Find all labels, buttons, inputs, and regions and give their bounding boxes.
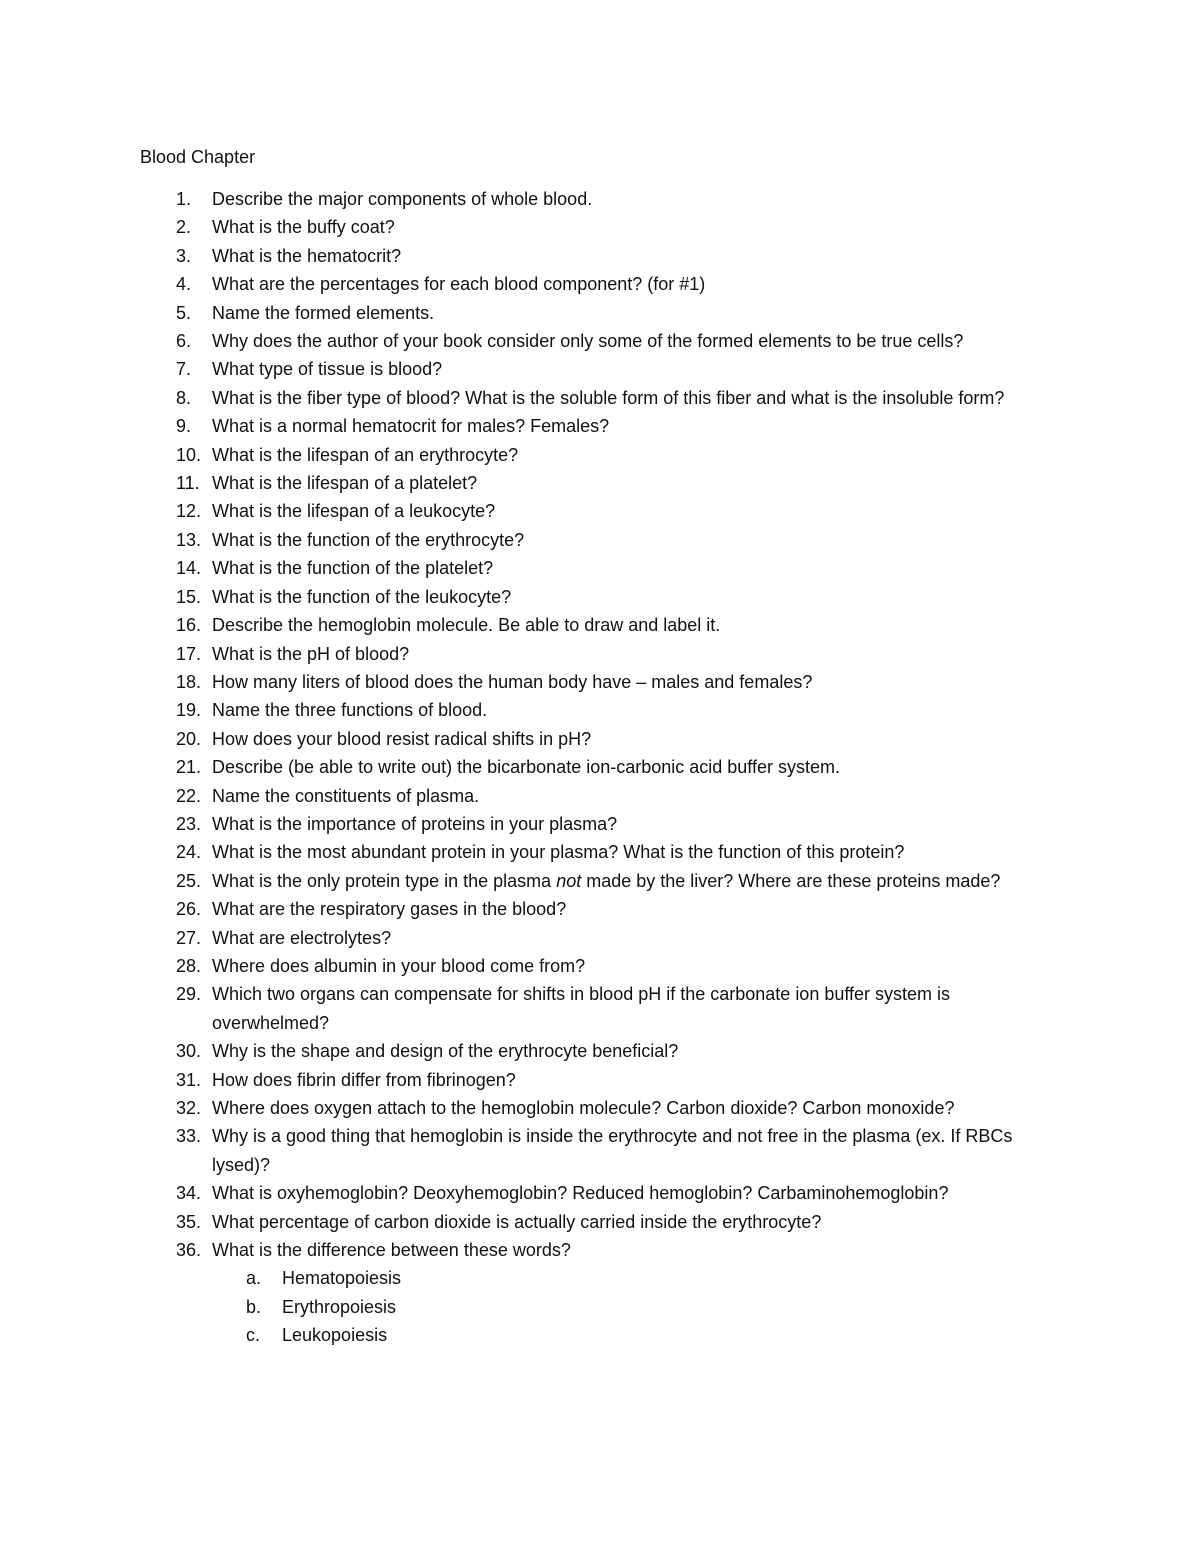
question-text: What is the lifespan of a platelet? <box>212 473 478 494</box>
question-item <box>0 213 1200 241</box>
question-number: 29. <box>176 984 202 1005</box>
question-text: What is the function of the leukocyte? <box>212 586 512 607</box>
question-text: What is the importance of proteins in your plasma? <box>212 813 618 834</box>
sub-item-letter: c. <box>246 1325 261 1346</box>
question-item <box>0 1037 1200 1065</box>
question-text: Describe (be able to write out) the bicarbonate ion-carbonic acid buffer system. <box>212 757 840 778</box>
sub-item-letter: a. <box>246 1268 262 1289</box>
question-number: 25. <box>176 870 202 891</box>
question-item <box>0 1236 1200 1264</box>
question-text: What type of tissue is blood? <box>212 359 443 380</box>
question-number: 10. <box>176 444 202 465</box>
question-item <box>0 952 1200 980</box>
question-text-part: What is the only protein type in the plasma <box>212 870 557 891</box>
question-text <box>212 871 1000 891</box>
question-item <box>0 242 1200 270</box>
page-title: Blood Chapter <box>140 147 256 167</box>
question-number: 24. <box>176 842 202 863</box>
question-item <box>0 526 1200 554</box>
question-number: 19. <box>176 700 202 721</box>
question-text: What percentage of carbon dioxide is actually carried inside the erythrocyte? <box>212 1211 822 1232</box>
question-number: 8. <box>176 387 192 408</box>
question-number: 9. <box>176 416 192 437</box>
question-item <box>0 583 1200 611</box>
question-number: 15. <box>176 586 202 607</box>
sub-item <box>0 1264 1200 1292</box>
question-text: Name the formed elements. <box>212 302 435 323</box>
question-text: What is a normal hematocrit for males? Females? <box>212 416 610 437</box>
question-number: 14. <box>176 558 202 579</box>
question-item <box>0 980 1200 1037</box>
question-text: Describe the hemoglobin molecule. Be able to draw and label it. <box>212 615 721 636</box>
sub-item-letter: b. <box>246 1296 262 1317</box>
question-number: 12. <box>176 501 202 522</box>
question-text-emphasis: not <box>556 870 582 891</box>
question-number: 23. <box>176 813 202 834</box>
question-text: Where does oxygen attach to the hemoglobin molecule? Carbon dioxide? Carbon monoxide? <box>212 1098 955 1118</box>
question-text: Where does albumin in your blood come from? <box>212 955 586 976</box>
question-text-part: made by the liver? Where are these proteins made? <box>581 870 1001 891</box>
question-text: How does fibrin differ from fibrinogen? <box>212 1069 516 1090</box>
question-number: 35. <box>176 1211 202 1232</box>
question-text: How does your blood resist radical shifts in pH? <box>212 728 592 749</box>
question-number: 11. <box>176 473 200 494</box>
question-number: 34. <box>176 1183 202 1204</box>
question-number: 6. <box>176 331 192 352</box>
question-text: What is the fiber type of blood? What is the soluble form of this fiber and what is the insoluble form? <box>212 387 1005 408</box>
question-number: 36. <box>176 1240 202 1261</box>
question-text: What are the percentages for each blood component? (for #1) <box>212 274 706 295</box>
question-text: What is the function of the erythrocyte? <box>212 529 525 550</box>
sub-item-text: Hematopoiesis <box>282 1268 402 1289</box>
question-number: 30. <box>176 1041 202 1062</box>
sub-item-text: Leukopoiesis <box>282 1325 388 1346</box>
question-item <box>0 1094 1200 1122</box>
question-text: What is the pH of blood? <box>212 643 410 664</box>
question-item <box>0 696 1200 724</box>
question-item <box>0 753 1200 781</box>
question-number: 7. <box>176 359 192 380</box>
question-item <box>0 611 1200 639</box>
question-item <box>0 1208 1200 1236</box>
question-item <box>0 725 1200 753</box>
question-text: Name the constituents of plasma. <box>212 785 480 806</box>
question-item <box>0 412 1200 440</box>
question-number: 28. <box>176 955 202 976</box>
question-number: 32. <box>176 1098 202 1118</box>
question-item <box>0 838 1200 866</box>
question-item <box>0 640 1200 668</box>
question-number: 31. <box>176 1069 202 1090</box>
question-item <box>0 299 1200 327</box>
question-item <box>0 270 1200 298</box>
question-text: What is the most abundant protein in your plasma? What is the function of this protein? <box>212 842 905 863</box>
question-text: Describe the major components of whole blood. <box>212 189 593 209</box>
question-number: 13. <box>176 529 202 550</box>
question-text: Why is a good thing that hemoglobin is inside the erythrocyte and not free in the plasma (ex. If RBCs lysed)? <box>212 1126 1013 1175</box>
question-number: 16. <box>176 615 202 636</box>
sub-item-text: Erythropoiesis <box>282 1296 397 1317</box>
question-number: 21. <box>176 757 202 778</box>
question-item <box>0 867 1200 895</box>
question-number: 26. <box>176 899 202 920</box>
question-number: 4. <box>176 274 192 295</box>
question-text: What is the hematocrit? <box>212 245 402 266</box>
question-text: What is the difference between these words? <box>212 1240 571 1261</box>
question-item <box>0 782 1200 810</box>
question-number: 22. <box>176 785 202 806</box>
question-item <box>0 327 1200 355</box>
question-list <box>0 185 1200 1350</box>
question-number: 17. <box>176 643 202 664</box>
question-item <box>0 1066 1200 1094</box>
question-item <box>0 185 1200 213</box>
question-item <box>0 441 1200 469</box>
question-text: What are electrolytes? <box>212 927 392 948</box>
question-item <box>0 668 1200 696</box>
question-number: 33. <box>176 1126 202 1147</box>
question-item <box>0 924 1200 952</box>
question-number: 5. <box>176 302 192 323</box>
question-number: 1. <box>176 189 192 209</box>
question-text: How many liters of blood does the human body have – males and females? <box>212 671 813 692</box>
question-item <box>0 810 1200 838</box>
question-text: Name the three functions of blood. <box>212 700 488 721</box>
question-text: Why is the shape and design of the erythrocyte beneficial? <box>212 1041 679 1062</box>
question-item <box>0 469 1200 497</box>
question-item <box>0 355 1200 383</box>
question-item <box>0 497 1200 525</box>
question-text: What is the buffy coat? <box>212 217 395 238</box>
question-text: What are the respiratory gases in the blood? <box>212 899 567 920</box>
sub-item <box>0 1321 1200 1349</box>
question-item <box>0 895 1200 923</box>
question-number: 18. <box>176 671 202 692</box>
question-item <box>0 384 1200 412</box>
question-text: What is the function of the platelet? <box>212 558 494 579</box>
question-number: 2. <box>176 217 192 238</box>
question-item <box>0 1179 1200 1207</box>
question-text: What is the lifespan of an erythrocyte? <box>212 444 519 465</box>
question-text: Why does the author of your book consider only some of the formed elements to be true cells? <box>212 331 964 352</box>
question-item <box>0 1122 1200 1179</box>
question-text: Which two organs can compensate for shifts in blood pH if the carbonate ion buffer system is overwhelmed? <box>212 984 951 1033</box>
question-text: What is the lifespan of a leukocyte? <box>212 501 496 522</box>
question-number: 20. <box>176 728 202 749</box>
question-number: 27. <box>176 927 202 948</box>
question-item <box>0 554 1200 582</box>
question-text: What is oxyhemoglobin? Deoxyhemoglobin? Reduced hemoglobin? Carbaminohemoglobin? <box>212 1183 949 1204</box>
question-number: 3. <box>176 245 192 266</box>
sub-item <box>0 1293 1200 1321</box>
